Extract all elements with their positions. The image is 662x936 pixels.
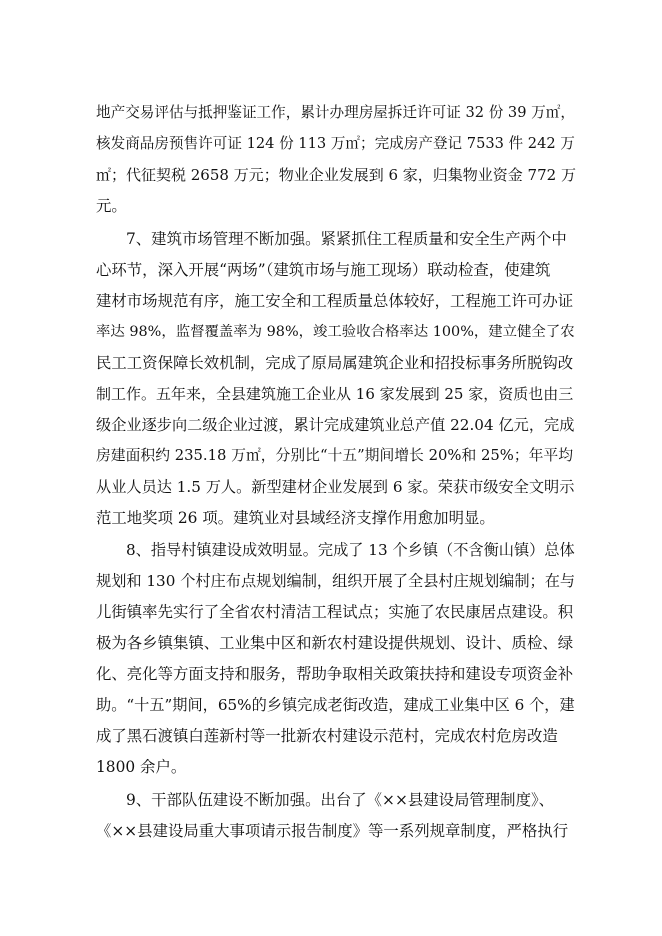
text-line-7: 建材市场规范有序，施工安全和工程质量总体较好，工程施工许可办证: [96, 292, 574, 310]
text-line-4: 元。: [96, 197, 127, 215]
text-line-20: 助。“十五”期间，65%的乡镇完成老街改造，建成工业集中区 6 个，建: [96, 696, 575, 714]
section-7-heading: 7、建筑市场管理不断加强。紧紧抓住工程质量和安全生产两个中: [126, 230, 567, 248]
text-line-13: 从业人员达 1.5 万人。新型建材企业发展到 6 家。荣获市级安全文明示: [96, 478, 575, 496]
text-line-22: 1800 余户。: [96, 758, 187, 776]
text-line-11: 级企业逐步向二级企业过渡，累计完成建筑业总产值 22.04 亿元，完成: [96, 416, 575, 434]
section-9-heading: 9、干部队伍建设不断加强。出台了《××县建设局管理制度》、: [126, 791, 555, 809]
text-line-2: 核发商品房预售许可证 124 份 113 万㎡；完成房产登记 7533 件 242 万: [96, 135, 575, 152]
text-line-21: 成了黑石渡镇白莲新村等一批新农村建设示范村，完成农村危房改造: [96, 727, 558, 745]
text-line-14: 范工地奖项 26 项。建筑业对县域经济支撑作用愈加明显。: [96, 509, 495, 527]
text-line-6: 心环节，深入开展“两场”（建筑市场与施工现场）联动检查，使建筑: [96, 261, 551, 279]
text-line-18: 极为各乡镇集镇、工业集中区和新农村建设提供规划、设计、质检、绿: [96, 634, 574, 652]
text-line-3: ㎡；代征契税 2658 万元；物业企业发展到 6 家，归集物业资金 772 万: [96, 166, 576, 184]
text-line-1: 地产交易评估与抵押鉴证工作，累计办理房屋拆迁许可证 32 份 39 万㎡，: [96, 104, 575, 121]
text-line-10: 制工作。五年来，全县建筑施工企业从 16 家发展到 25 家，资质也由三: [96, 385, 574, 403]
text-line-9: 民工工资保障长效机制，完成了原局属建筑企业和招投标事务所脱钩改: [96, 354, 574, 372]
text-line-24: 《××县建设局重大事项请示报告制度》等一系列规章制度，严格执行: [96, 822, 569, 840]
text-line-8: 率达 98%，监督覆盖率为 98%，竣工验收合格率达 100%，建立健全了农: [96, 324, 575, 340]
text-line-17: 儿街镇率先实行了全省农村清洁工程试点；实施了农民康居点建设。积: [96, 603, 574, 621]
text-line-12: 房建面积约 235.18 万㎡，分别比“十五”期间增长 20%和 25%；年平均: [96, 447, 574, 464]
text-line-16: 规划和 130 个村庄布点规划编制，组织开展了全县村庄规划编制；在与: [96, 572, 576, 590]
text-line-19: 化、亮化等方面支持和服务，帮助争取相关政策扶持和建设专项资金补: [96, 665, 574, 683]
section-8-heading: 8、指导村镇建设成效明显。完成了 13 个乡镇（不含衡山镇）总体: [126, 541, 575, 559]
